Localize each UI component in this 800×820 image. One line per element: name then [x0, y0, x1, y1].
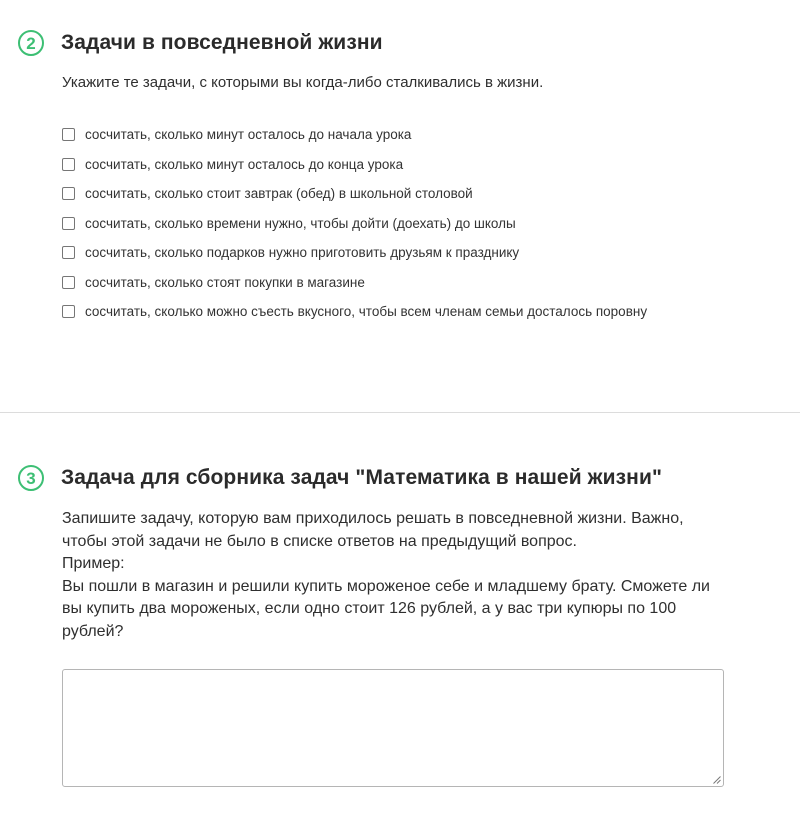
question-description — [62, 508, 722, 643]
resize-handle-icon[interactable] — [713, 776, 721, 784]
options-list — [62, 120, 647, 327]
description-line: вы купить два мороженых, если одно стоит 126 рублей, а у вас три купюры по 100 — [62, 600, 677, 617]
option-item[interactable] — [62, 209, 647, 239]
description-line: Вы пошли в магазин и решили купить мороженое себе и младшему брату. Сможете ли — [62, 577, 710, 595]
checkbox[interactable] — [62, 158, 75, 171]
checkbox[interactable] — [62, 217, 75, 230]
option-label[interactable]: сосчитать, сколько стоит завтрак (обед) в школьной столовой — [85, 186, 473, 202]
option-item[interactable] — [62, 297, 647, 327]
question-title: Задача для сборника задач "Математика в нашей жизни" — [61, 466, 663, 489]
option-label[interactable]: сосчитать, сколько подарков нужно приготовить друзьям к празднику — [85, 245, 520, 261]
question-number-badge: 2 — [18, 30, 44, 56]
checkbox[interactable] — [62, 246, 75, 259]
description-line: чтобы этой задачи не было в списке ответов на предыдущий вопрос. — [62, 532, 577, 550]
question-3 — [0, 413, 800, 820]
description-line: Пример: — [62, 555, 125, 572]
question-2-header — [18, 30, 383, 56]
question-number-badge: 3 — [18, 465, 44, 491]
option-label[interactable]: сосчитать, сколько минут осталось до конца урока — [85, 156, 404, 172]
checkbox[interactable] — [62, 128, 75, 141]
question-title: Задачи в повседневной жизни — [61, 31, 383, 54]
option-item[interactable] — [62, 150, 647, 180]
option-label[interactable]: сосчитать, сколько можно съесть вкусного, чтобы всем членам семьи досталось поровну — [85, 304, 648, 320]
option-label[interactable]: сосчитать, сколько времени нужно, чтобы дойти (доехать) до школы — [85, 215, 516, 231]
checkbox[interactable] — [62, 276, 75, 289]
checkbox[interactable] — [62, 305, 75, 318]
option-label[interactable]: сосчитать, сколько минут осталось до начала урока — [85, 127, 412, 143]
answer-textarea[interactable] — [62, 669, 724, 787]
option-item[interactable] — [62, 238, 647, 268]
option-item[interactable] — [62, 179, 647, 209]
question-subtitle: Укажите те задачи, с которыми вы когда-либо сталкивались в жизни. — [62, 74, 544, 91]
option-label[interactable]: сосчитать, сколько стоят покупки в магазине — [85, 274, 365, 290]
option-item[interactable] — [62, 268, 647, 298]
description-line: рублей? — [62, 622, 124, 640]
option-item[interactable] — [62, 120, 647, 150]
description-line: Запишите задачу, которую вам приходилось решать в повседневной жизни. Важно, — [62, 510, 684, 527]
checkbox[interactable] — [62, 187, 75, 200]
question-3-header — [18, 465, 662, 491]
